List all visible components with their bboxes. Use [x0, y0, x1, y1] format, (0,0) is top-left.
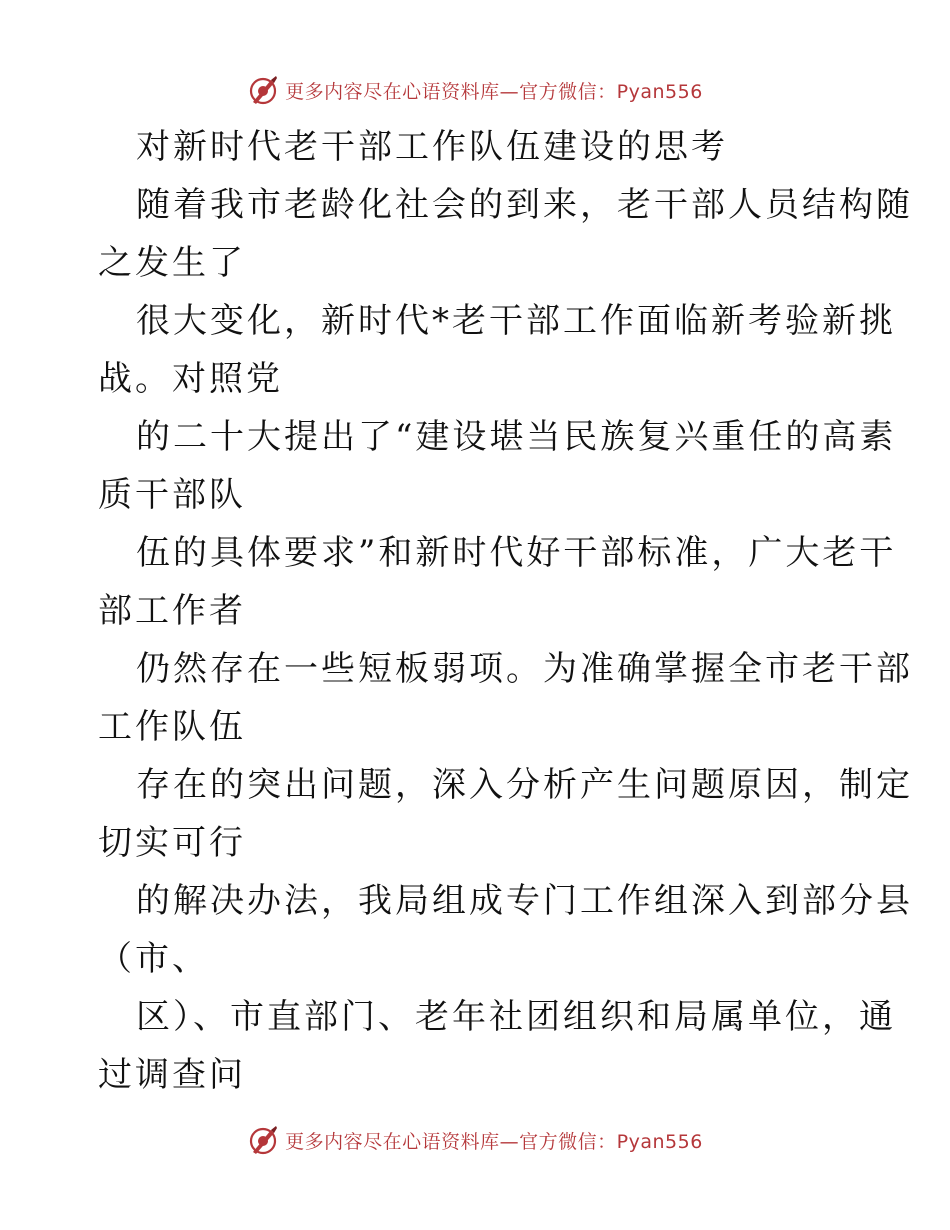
paragraph-line: 工作队伍	[98, 707, 246, 747]
paragraph-line: 仍然存在一些短板弱项。为准确掌握全市老干部	[136, 649, 913, 689]
quill-pen-seal-icon	[247, 1124, 279, 1156]
paragraph-line: （市、	[98, 939, 209, 979]
document-title: 对新时代老干部工作队伍建设的思考	[136, 127, 728, 167]
paragraph-line: 很大变化，新时代*老干部工作面临新考验新挑	[136, 301, 896, 341]
paragraph-line: 的二十大提出了“建设堪当民族复兴重任的高素	[136, 417, 897, 457]
paragraph-line: 区）、市直部门、老年社团组织和局属单位，通	[136, 997, 896, 1037]
paragraph-line: 质干部队	[98, 475, 246, 515]
footer-watermark	[0, 1120, 950, 1160]
quill-pen-seal-icon	[247, 74, 279, 106]
paragraph-line: 之发生了	[98, 243, 246, 283]
header-watermark	[0, 70, 950, 110]
paragraph-line: 战。对照党	[98, 359, 283, 399]
watermark-text: 更多内容尽在心语资料库—官方微信：Pyan556	[285, 1130, 703, 1153]
paragraph-line: 的解决办法，我局组成专门工作组深入到部分县	[136, 881, 913, 921]
paragraph-line: 部工作者	[98, 591, 246, 631]
paragraph-line: 过调查问	[98, 1055, 246, 1095]
paragraph-line: 随着我市老龄化社会的到来，老干部人员结构随	[136, 185, 913, 225]
paragraph-line: 存在的突出问题，深入分析产生问题原因，制定	[136, 765, 913, 805]
watermark-text: 更多内容尽在心语资料库—官方微信：Pyan556	[285, 80, 703, 103]
paragraph-line: 切实可行	[98, 823, 246, 863]
document-body	[98, 118, 913, 1104]
paragraph-line: 伍的具体要求”和新时代好干部标准，广大老干	[136, 533, 897, 573]
